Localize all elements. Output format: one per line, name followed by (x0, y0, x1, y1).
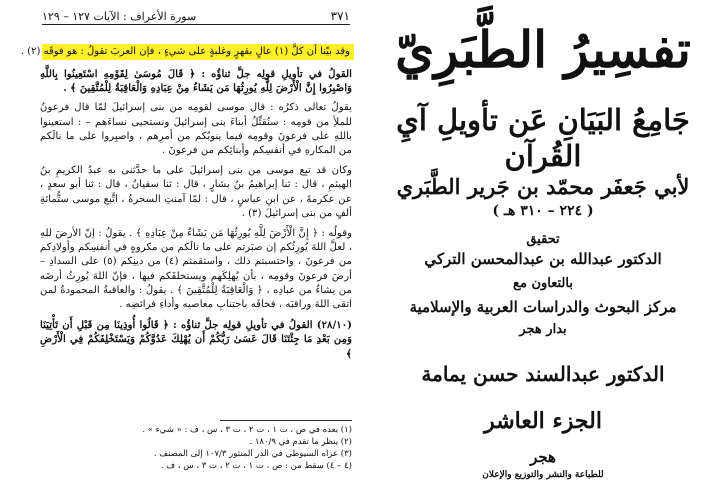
volume-label: الجزء العاشر (484, 408, 602, 434)
footnote-1: (١) بعده في ص ، ت ١ ، ت ٢ ، ت ٣ ، س ، ف : « شيء » . (142, 425, 352, 435)
footnote-divider (220, 420, 352, 421)
footnote-4: (٤ – ٤) سقط من : ص ، ت ١ ، ت ٢ ، ت ٣ ، س ، ف . (160, 461, 352, 471)
research-center: مركز البحوث والدراسات العربية والإسلامية (409, 298, 677, 316)
title-page (366, 0, 720, 504)
paragraph-1: القولُ في تأويلِ قولِه جلَّ ثناؤُه : ﴿ قَالَ مُوسَىٰ لِقَوْمِهِ اسْتَعِينُوا بِاللَّهِ وَاصْبِرُوا إِنَّ الْأَرْضَ لِلَّهِ يُورِثُهَا مَن يَشَاءُ مِنْ عِبَادِهِ وَالْعَاقِبَةُ لِلْمُتَّقِينَ ﴾ . (40, 68, 352, 95)
book-subtitle: جَامِعُ البَيَانِ عَن تأويلِ آيِ القُرآن (396, 103, 690, 173)
second-editor: الدكتور عبدالسند حسن يمامة (421, 362, 665, 386)
page-header (42, 8, 350, 25)
publisher-description: للطباعة والنشر والتوزيع والإعلان (482, 470, 604, 480)
paragraph-3: وكان قد تبِع موسى من بنى إسرائيلَ على ما حدَّثنى به عبدُ الكريمِ بنُ الهيثمِ ، قال : ثنا إبراهيمُ بنُ بشارٍ ، قال : ثنا سفيانُ ، قال : ثنا أبو سعدٍ ، عن عكرمةَ ، عن ابنِ عباسٍ ، قال : لمّا آمنتِ السحرةُ ، اتَّبع موسى ستُّمائةِ ألفٍ من بنى إسرائيلَ (٣) . (40, 165, 352, 219)
tahqiq-label: تحقيق (526, 232, 560, 247)
footnotes (44, 424, 352, 472)
book-title: تفسِيرُ الطَّبَرِيّ (395, 20, 691, 79)
paragraph-4: وقولُه : ﴿ إِنَّ الْأَرْضَ لِلَّهِ يُورِثُهَا مَن يَشَاءُ مِنْ عِبَادِهِ ﴾ . يقولُ : إنّ الأرضَ للهِ ، لعلَّ اللهَ يُورِثُكم إن صبَرتم على ما نالَكم من مكروهٍ في أنفسِكم وأولادِكم من فرعونَ ، واحتسبتم ذلك ، واستقمتم (٤) من دينِكم (٥) على السدادِ – أرضَ فرعونَ وقومِه ، بأن يُهلِكَهم ويستخلفَكم فيها ، فإنّ اللهَ يُورِثُ أرضَه من يشاءُ من عبادِه ، ﴿ وَالْعَاقِبَةُ لِلْمُتَّقِينَ ﴾ . يقولُ : والعاقبةُ المحمودةُ لمن اتقى اللهَ وراقبَه ، فخافَه باجتنابِ معاصيه وأداءِ فرائضِه . (40, 228, 352, 311)
paragraph-2: يقولُ تعالى ذكرُه : قال موسى لقومِه من بنى إسرائيلَ لمّا قال فرعونُ للملأِ من قومِه : سنُقتِّلُ أبناءَ بنى إسرائيلَ ونستحيى نساءَهم – : استعينوا باللهِ على فرعونَ وقومِه فيما ينوبُكم من أمرِهم ، واصبِروا على ما نالَكم من المكارهِ في أنفسِكم وأبنائِكم من فرعونَ . (40, 102, 352, 157)
center-place: بدار هجر (519, 322, 567, 337)
author-years: ( ٢٢٤ – ٣١٠ هـ ) (492, 203, 594, 219)
highlighted-line: وقد بيّنا أن كلَّ (١) عالٍ بقهرٍ وغلبةٍ على شيءٍ ، فإن العربَ تقولُ : هو فوقَه (٢) . (42, 44, 354, 60)
paragraph-5: (٢٨/١٠) القولُ في تأويلِ قولِه جلَّ ثناؤُه : ﴿ قَالُوا أُوذِينَا مِن قَبْلِ أَن تَأْتِيَنَا وَمِن بَعْدِ مَا جِئْتَنَا قَالَ عَسَىٰ رَبُّكُمْ أَن يُهْلِكَ عَدُوَّكُمْ وَيَسْتَخْلِفَكُمْ فِي الْأَرْضِ ﴾ (40, 319, 352, 360)
footnote-2: (٢) ينظر ما تقدم في ١٨٠/٩ . (249, 437, 352, 447)
body-text (40, 67, 352, 367)
footnote-3: (٣) عزاه السيوطي في الدر المنثور ١٠٧/٣ إلى المصنف . (153, 449, 352, 459)
editor-name: الدكتور عبدالله بن عبدالمحسن التركي (424, 250, 662, 268)
author-name: لأبي جَعفَر محمّد بن جَرير الطَّبَري (396, 174, 690, 199)
header-title: سورة الأعراف : الآيات ١٢٧ – ١٢٩ (42, 9, 197, 23)
publisher-logo-text: هجر (530, 448, 556, 466)
cooperation-label: بالتعاون مع (513, 276, 573, 291)
page-number: ٣٧١ (330, 9, 350, 23)
